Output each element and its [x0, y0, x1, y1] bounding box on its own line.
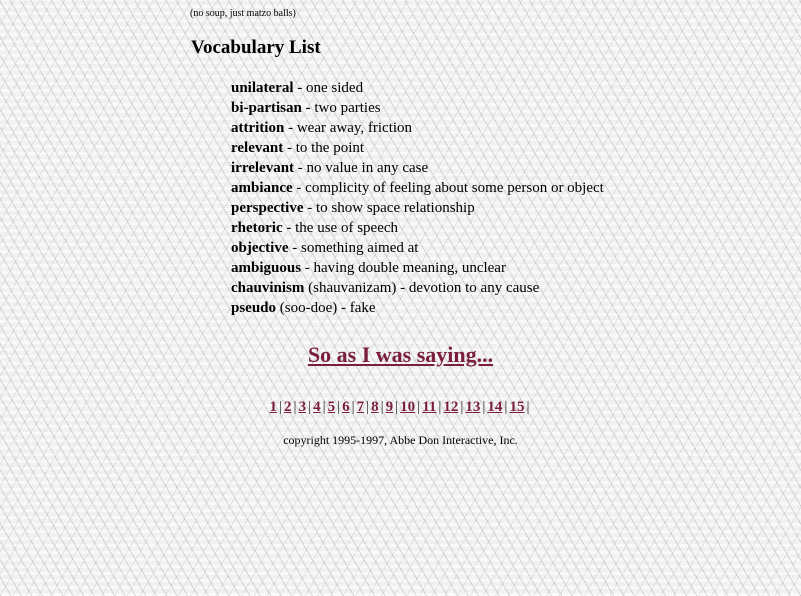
vocab-item [231, 238, 604, 258]
vocab-definition: - complicity of feeling about some person or object [292, 180, 604, 196]
vocab-definition: - something aimed at [288, 240, 419, 256]
page-link-2[interactable]: 2 [284, 399, 292, 415]
vocab-term: objective [231, 240, 289, 256]
vocab-item [231, 178, 604, 198]
page-separator: | [322, 399, 326, 415]
vocab-definition: - having double meaning, unclear [301, 260, 506, 276]
page-link-5[interactable]: 5 [327, 399, 336, 415]
vocabulary-heading: Vocabulary List [191, 37, 321, 58]
page-navigation [0, 397, 801, 417]
vocab-definition: (shauvanizam) - devotion to any cause [304, 280, 540, 296]
vocab-item [231, 118, 604, 138]
vocab-item [231, 138, 604, 158]
page-link-3[interactable]: 3 [298, 399, 307, 415]
continue-link[interactable]: So as I was saying... [307, 342, 494, 367]
vocab-term: bi-partisan [231, 100, 302, 116]
page-separator: | [526, 399, 530, 415]
vocab-term: irrelevant [231, 160, 295, 176]
vocab-definition: - one sided [293, 80, 364, 96]
vocab-definition: - no value in any case [294, 160, 429, 176]
vocab-term: perspective [231, 200, 304, 216]
page-link-8[interactable]: 8 [371, 399, 379, 415]
page-link-14[interactable]: 14 [487, 399, 503, 415]
page-link-6[interactable]: 6 [342, 399, 350, 415]
vocab-item [231, 78, 604, 98]
vocab-term: ambiance [231, 180, 293, 196]
page-link-9[interactable]: 9 [385, 399, 394, 415]
vocab-definition: - to show space relationship [303, 200, 475, 216]
vocab-item [231, 218, 604, 238]
page-link-12[interactable]: 12 [443, 399, 459, 415]
page-link-13[interactable]: 13 [465, 399, 481, 415]
page-separator: | [293, 399, 297, 415]
vocab-item [231, 258, 604, 278]
page-link-1[interactable]: 1 [269, 399, 278, 415]
page-separator: | [460, 399, 464, 415]
page-separator: | [279, 399, 283, 415]
page-separator: | [351, 399, 355, 415]
continue-link-container [0, 341, 801, 369]
page-separator: | [438, 399, 442, 415]
vocab-term: attrition [231, 120, 285, 136]
vocab-term: rhetoric [231, 220, 283, 236]
page-separator: | [417, 399, 421, 415]
vocab-item [231, 198, 604, 218]
vocab-definition: - two parties [301, 100, 381, 116]
vocabulary-list [231, 78, 604, 318]
vocab-definition: (soo-doe) - fake [276, 300, 376, 316]
vocab-definition: - the use of speech [282, 220, 399, 236]
page-separator: | [366, 399, 370, 415]
page-separator: | [504, 399, 508, 415]
vocab-term: unilateral [231, 80, 294, 96]
page-link-4[interactable]: 4 [313, 399, 321, 415]
page-separator: | [395, 399, 399, 415]
vocab-term: ambiguous [231, 260, 302, 276]
page-link-10[interactable]: 10 [400, 399, 416, 415]
vocab-term: pseudo [231, 300, 277, 316]
vocab-term: relevant [231, 140, 284, 156]
copyright-notice: copyright 1995-1997, Abbe Don Interactive, Inc. [283, 433, 518, 447]
page-link-15[interactable]: 15 [509, 399, 525, 415]
vocab-item [231, 278, 604, 298]
page-link-7[interactable]: 7 [356, 399, 365, 415]
vocab-definition: - wear away, friction [284, 120, 413, 136]
vocab-item [231, 298, 604, 318]
page-separator: | [380, 399, 384, 415]
page-separator: | [308, 399, 312, 415]
page-link-11[interactable]: 11 [422, 399, 437, 415]
vocab-item [231, 158, 604, 178]
page-separator: | [482, 399, 486, 415]
subtitle: (no soup, just matzo balls) [190, 8, 296, 19]
vocab-term: chauvinism [231, 280, 305, 296]
vocab-item [231, 98, 604, 118]
page-separator: | [337, 399, 341, 415]
vocab-definition: - to the point [283, 140, 365, 156]
